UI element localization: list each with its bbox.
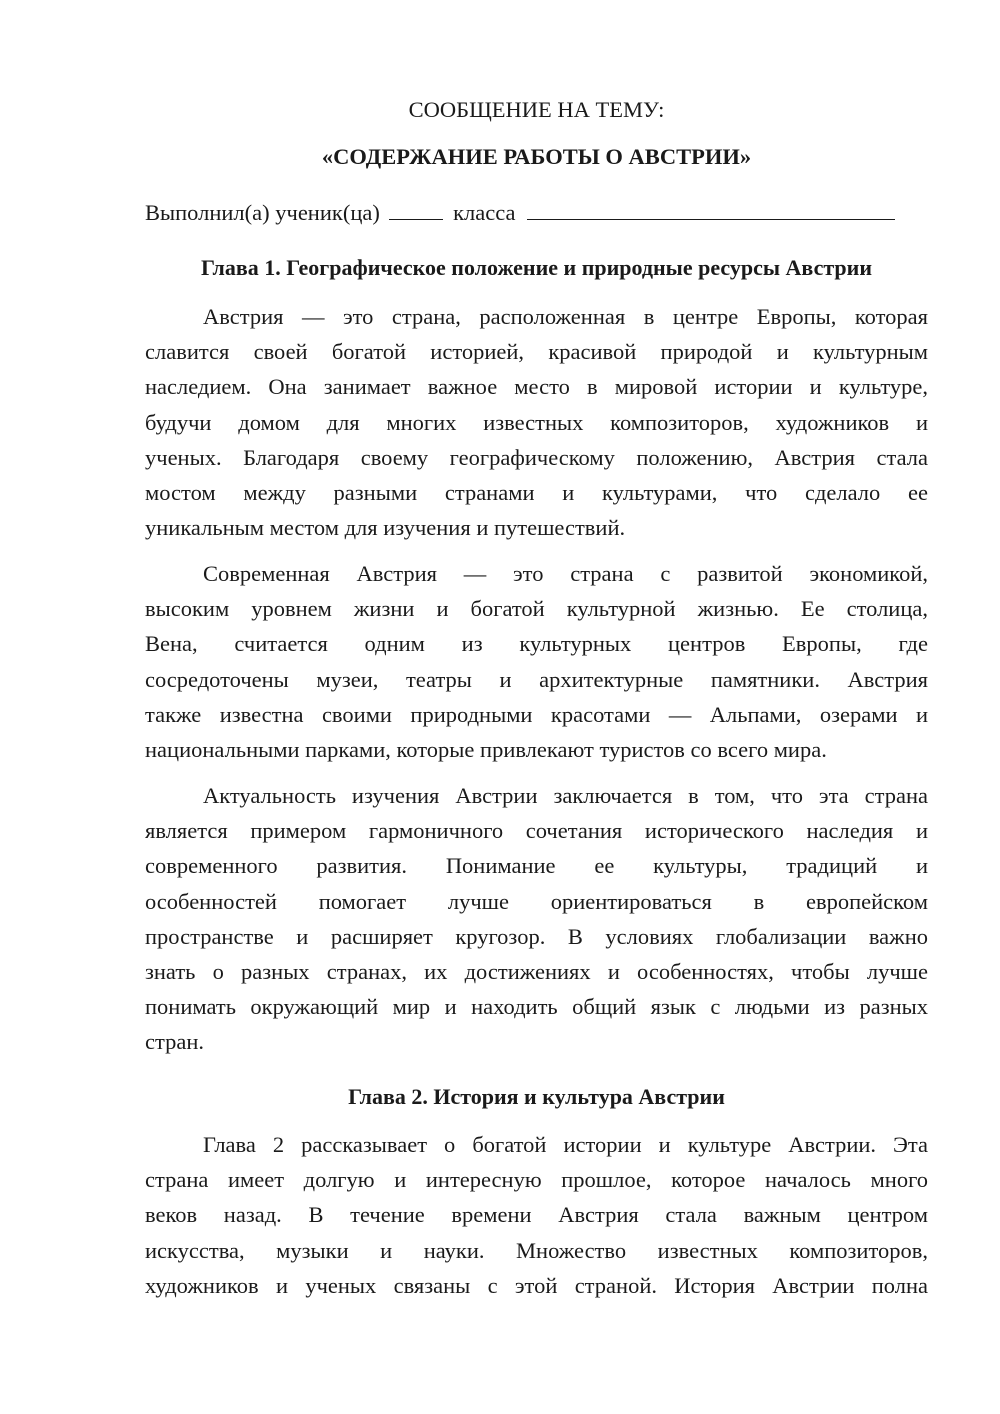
text-line: является примером гармоничного сочетания исторического наследия и [145,818,928,844]
text-line: ученых. Благодаря своему географическому положению, Австрия стала [145,444,928,470]
text-line: славится своей богатой историей, красивой природой и культурным [145,339,928,365]
chapter-1-heading: Глава 1. Географическое положение и природные ресурсы Австрии [200,255,873,280]
text-line: Актуальность изучения Австрии заключается в том, что эта страна [203,783,928,808]
author-line [145,197,928,228]
document-title-line2: «СОДЕРЖАНИЕ РАБОТЫ О АВСТРИИ» [321,144,752,169]
text-line: уникальным местом для изучения и путешествий. [145,515,626,541]
chapter-1-paragraph [145,778,928,1060]
text-line: Австрия — это страна, расположенная в центре Европы, которая [203,304,928,329]
author-prefix: Выполнил(а) ученик(ца) [145,200,380,225]
chapter-2-paragraph [145,1127,928,1303]
text-line: Современная Австрия — это страна с развитой экономикой, [203,561,928,586]
chapter-1-paragraph [145,299,928,545]
chapter-1-paragraph [145,556,928,767]
text-line: пространстве и расширяет кругозор. В условиях глобализации важно [145,923,928,949]
text-line: художников и ученых связаны с этой страной. История Австрии полна [145,1272,928,1298]
text-line: современного развития. Понимание ее культуры, традиций и [145,853,928,879]
student-name-blank [527,197,895,220]
text-line: веков назад. В течение времени Австрия стала важным центром [145,1202,928,1228]
text-line: также известна своими природными красотами — Альпами, озерами и [145,701,928,727]
text-line: страна имеет долгую и интересную прошлое, которое началось много [145,1167,928,1193]
class-number-blank [389,197,443,220]
document-title-line1: СООБЩЕНИЕ НА ТЕМУ: [408,97,665,122]
text-line: будучи домом для многих известных композиторов, художников и [145,409,928,435]
text-line: знать о разных странах, их достижениях и особенностях, чтобы лучше [145,958,928,984]
text-line: Вена, считается одним из культурных центров Европы, где [145,631,928,657]
text-line: искусства, музыки и науки. Множество известных композиторов, [145,1237,928,1263]
class-label: класса [453,200,516,225]
text-line: наследием. Она занимает важное место в мировой истории и культуре, [145,374,928,400]
text-line: сосредоточены музеи, театры и архитектурные памятники. Австрия [145,666,928,692]
text-line: Глава 2 рассказывает о богатой истории и культуре Австрии. Эта [203,1132,928,1157]
text-line: понимать окружающий мир и находить общий язык с людьми из разных [145,994,928,1020]
text-line: особенностей помогает лучше ориентироваться в европейском [145,888,928,914]
text-line: высоким уровнем жизни и богатой культурной жизнью. Ее столица, [145,596,928,622]
text-line: национальными парками, которые привлекают туристов со всего мира. [145,736,827,762]
text-line: стран. [145,1029,204,1055]
chapter-2-heading: Глава 2. История и культура Австрии [348,1084,725,1109]
text-line: мостом между разными странами и культурами, что сделало ее [145,479,928,505]
